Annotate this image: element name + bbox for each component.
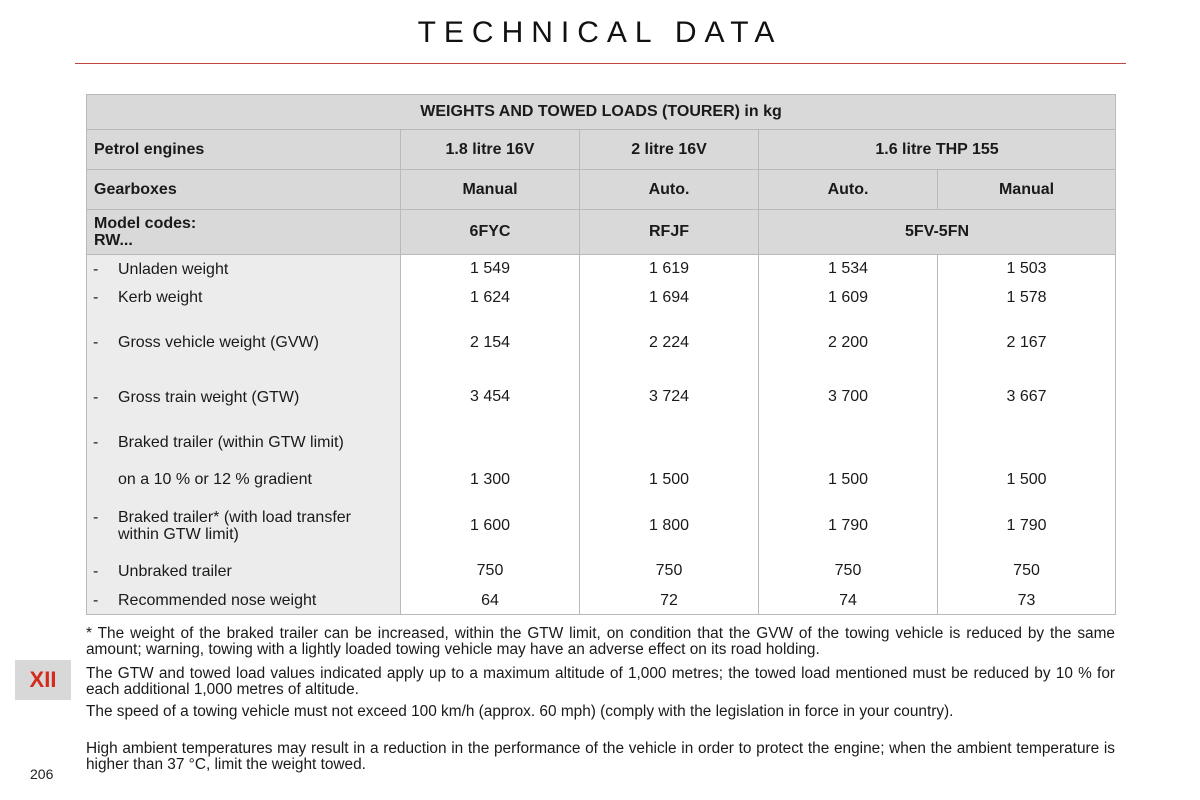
engine-header: 1.8 litre 16V xyxy=(401,130,580,170)
dash-bullet: - xyxy=(93,334,99,351)
row-label: Braked trailer* (with load transfer within GTW limit) xyxy=(118,508,351,543)
row-label-cell xyxy=(87,463,401,496)
note-paragraph: The GTW and towed load values indicated apply up to a maximum altitude of 1,000 metres; the towed load mentioned must be reduced by 10 % for each additional 1,000 metres of altitude. xyxy=(86,665,1115,698)
table-cell: 1 609 xyxy=(759,283,938,312)
dash-bullet: - xyxy=(93,289,99,306)
dash-bullet: - xyxy=(93,388,99,406)
table-cell: 1 500 xyxy=(580,463,759,496)
table-row xyxy=(87,555,1116,587)
row-label-cell xyxy=(87,312,401,373)
row-label-cell xyxy=(87,587,401,615)
model-code: 5FV-5FN xyxy=(759,210,1116,255)
gearbox-header: Manual xyxy=(938,170,1116,210)
page-title: TECHNICAL DATA xyxy=(417,16,783,49)
table-cell: 72 xyxy=(580,587,759,615)
table-cell: 64 xyxy=(401,587,580,615)
model-codes-label-line2: RW... xyxy=(94,232,133,249)
table-cell: 1 534 xyxy=(759,255,938,284)
model-code: RFJF xyxy=(580,210,759,255)
table-cell: 1 578 xyxy=(938,283,1116,312)
table-cell: 1 503 xyxy=(938,255,1116,284)
table-row xyxy=(87,421,1116,463)
table-cell: 1 790 xyxy=(938,496,1116,555)
note-paragraph: The speed of a towing vehicle must not exceed 100 km/h (approx. 60 mph) (comply with the legislation in force in your country). xyxy=(86,703,954,720)
table-cell: 3 724 xyxy=(580,373,759,421)
gearbox-header: Auto. xyxy=(580,170,759,210)
model-code: 6FYC xyxy=(401,210,580,255)
row-label: Unbraked trailer xyxy=(118,562,232,580)
table-cell xyxy=(580,421,759,463)
model-codes-label-line1: Model codes: xyxy=(94,215,197,232)
model-codes-row xyxy=(87,210,1116,255)
dash-bullet: - xyxy=(93,433,99,451)
table-cell: 2 224 xyxy=(580,312,759,373)
table-cell: 1 800 xyxy=(580,496,759,555)
row-label-cell xyxy=(87,373,401,421)
gearbox-header: Auto. xyxy=(759,170,938,210)
table-cell: 2 200 xyxy=(759,312,938,373)
table-row xyxy=(87,283,1116,312)
model-codes-label xyxy=(87,210,401,255)
weights-table xyxy=(86,94,1116,615)
table-cell: 3 700 xyxy=(759,373,938,421)
title-divider xyxy=(75,63,1126,64)
table-row xyxy=(87,255,1116,284)
table-cell: 750 xyxy=(580,555,759,587)
table-cell: 2 167 xyxy=(938,312,1116,373)
row-label-cell xyxy=(87,555,401,587)
row-label-cell xyxy=(87,421,401,463)
gearbox-header: Manual xyxy=(401,170,580,210)
table-cell: 1 500 xyxy=(938,463,1116,496)
table-cell: 1 600 xyxy=(401,496,580,555)
row-label: Unladen weight xyxy=(118,260,229,278)
dash-bullet: - xyxy=(93,508,99,526)
table-cell: 1 790 xyxy=(759,496,938,555)
row-label-cell xyxy=(87,283,401,312)
row-label: on a 10 % or 12 % gradient xyxy=(118,471,312,488)
dash-bullet: - xyxy=(93,592,99,609)
table-cell xyxy=(401,421,580,463)
table-row xyxy=(87,312,1116,373)
table-cell: 1 624 xyxy=(401,283,580,312)
row-label-cell xyxy=(87,496,401,555)
table-cell: 3 667 xyxy=(938,373,1116,421)
note-paragraph: High ambient temperatures may result in a reduction in the performance of the vehicle in order to protect the engine; when the ambient temperature is higher than 37 °C, limit the weight towed. xyxy=(86,740,1115,773)
chapter-tab: XII xyxy=(15,660,71,700)
table-row xyxy=(87,496,1116,555)
dash-bullet: - xyxy=(93,260,99,278)
row-label: Gross train weight (GTW) xyxy=(118,388,300,406)
row-label: Kerb weight xyxy=(118,289,203,306)
petrol-engines-label: Petrol engines xyxy=(87,130,401,170)
table-cell: 73 xyxy=(938,587,1116,615)
table-cell: 750 xyxy=(759,555,938,587)
page-number: 206 xyxy=(30,766,54,782)
table-title: WEIGHTS AND TOWED LOADS (TOURER) in kg xyxy=(87,95,1116,130)
row-label: Braked trailer (within GTW limit) xyxy=(118,433,344,451)
table-row xyxy=(87,587,1116,615)
dash-bullet: - xyxy=(93,562,99,580)
row-label: Gross vehicle weight (GVW) xyxy=(118,334,319,351)
table-cell: 1 694 xyxy=(580,283,759,312)
table-title-row xyxy=(87,95,1116,130)
table-cell: 1 500 xyxy=(759,463,938,496)
table-cell: 2 154 xyxy=(401,312,580,373)
table-cell: 1 619 xyxy=(580,255,759,284)
table-cell xyxy=(759,421,938,463)
engine-header: 2 litre 16V xyxy=(580,130,759,170)
row-label: Recommended nose weight xyxy=(118,592,317,609)
table-cell: 750 xyxy=(401,555,580,587)
footnote: * The weight of the braked trailer can be increased, within the GTW limit, on condition that the GVW of the towing vehicle is reduced by the same amount; warning, towing with a lightly loaded towing vehicle may have an adverse effect on its road holding. xyxy=(86,625,1115,658)
table-row xyxy=(87,373,1116,421)
gearboxes-row xyxy=(87,170,1116,210)
table-cell: 3 454 xyxy=(401,373,580,421)
petrol-engines-row xyxy=(87,130,1116,170)
table-cell: 1 300 xyxy=(401,463,580,496)
table-row xyxy=(87,463,1116,496)
table-cell xyxy=(938,421,1116,463)
engine-header: 1.6 litre THP 155 xyxy=(759,130,1116,170)
table-cell: 750 xyxy=(938,555,1116,587)
table-cell: 74 xyxy=(759,587,938,615)
table-cell: 1 549 xyxy=(401,255,580,284)
gearboxes-label: Gearboxes xyxy=(87,170,401,210)
row-label-cell xyxy=(87,255,401,284)
